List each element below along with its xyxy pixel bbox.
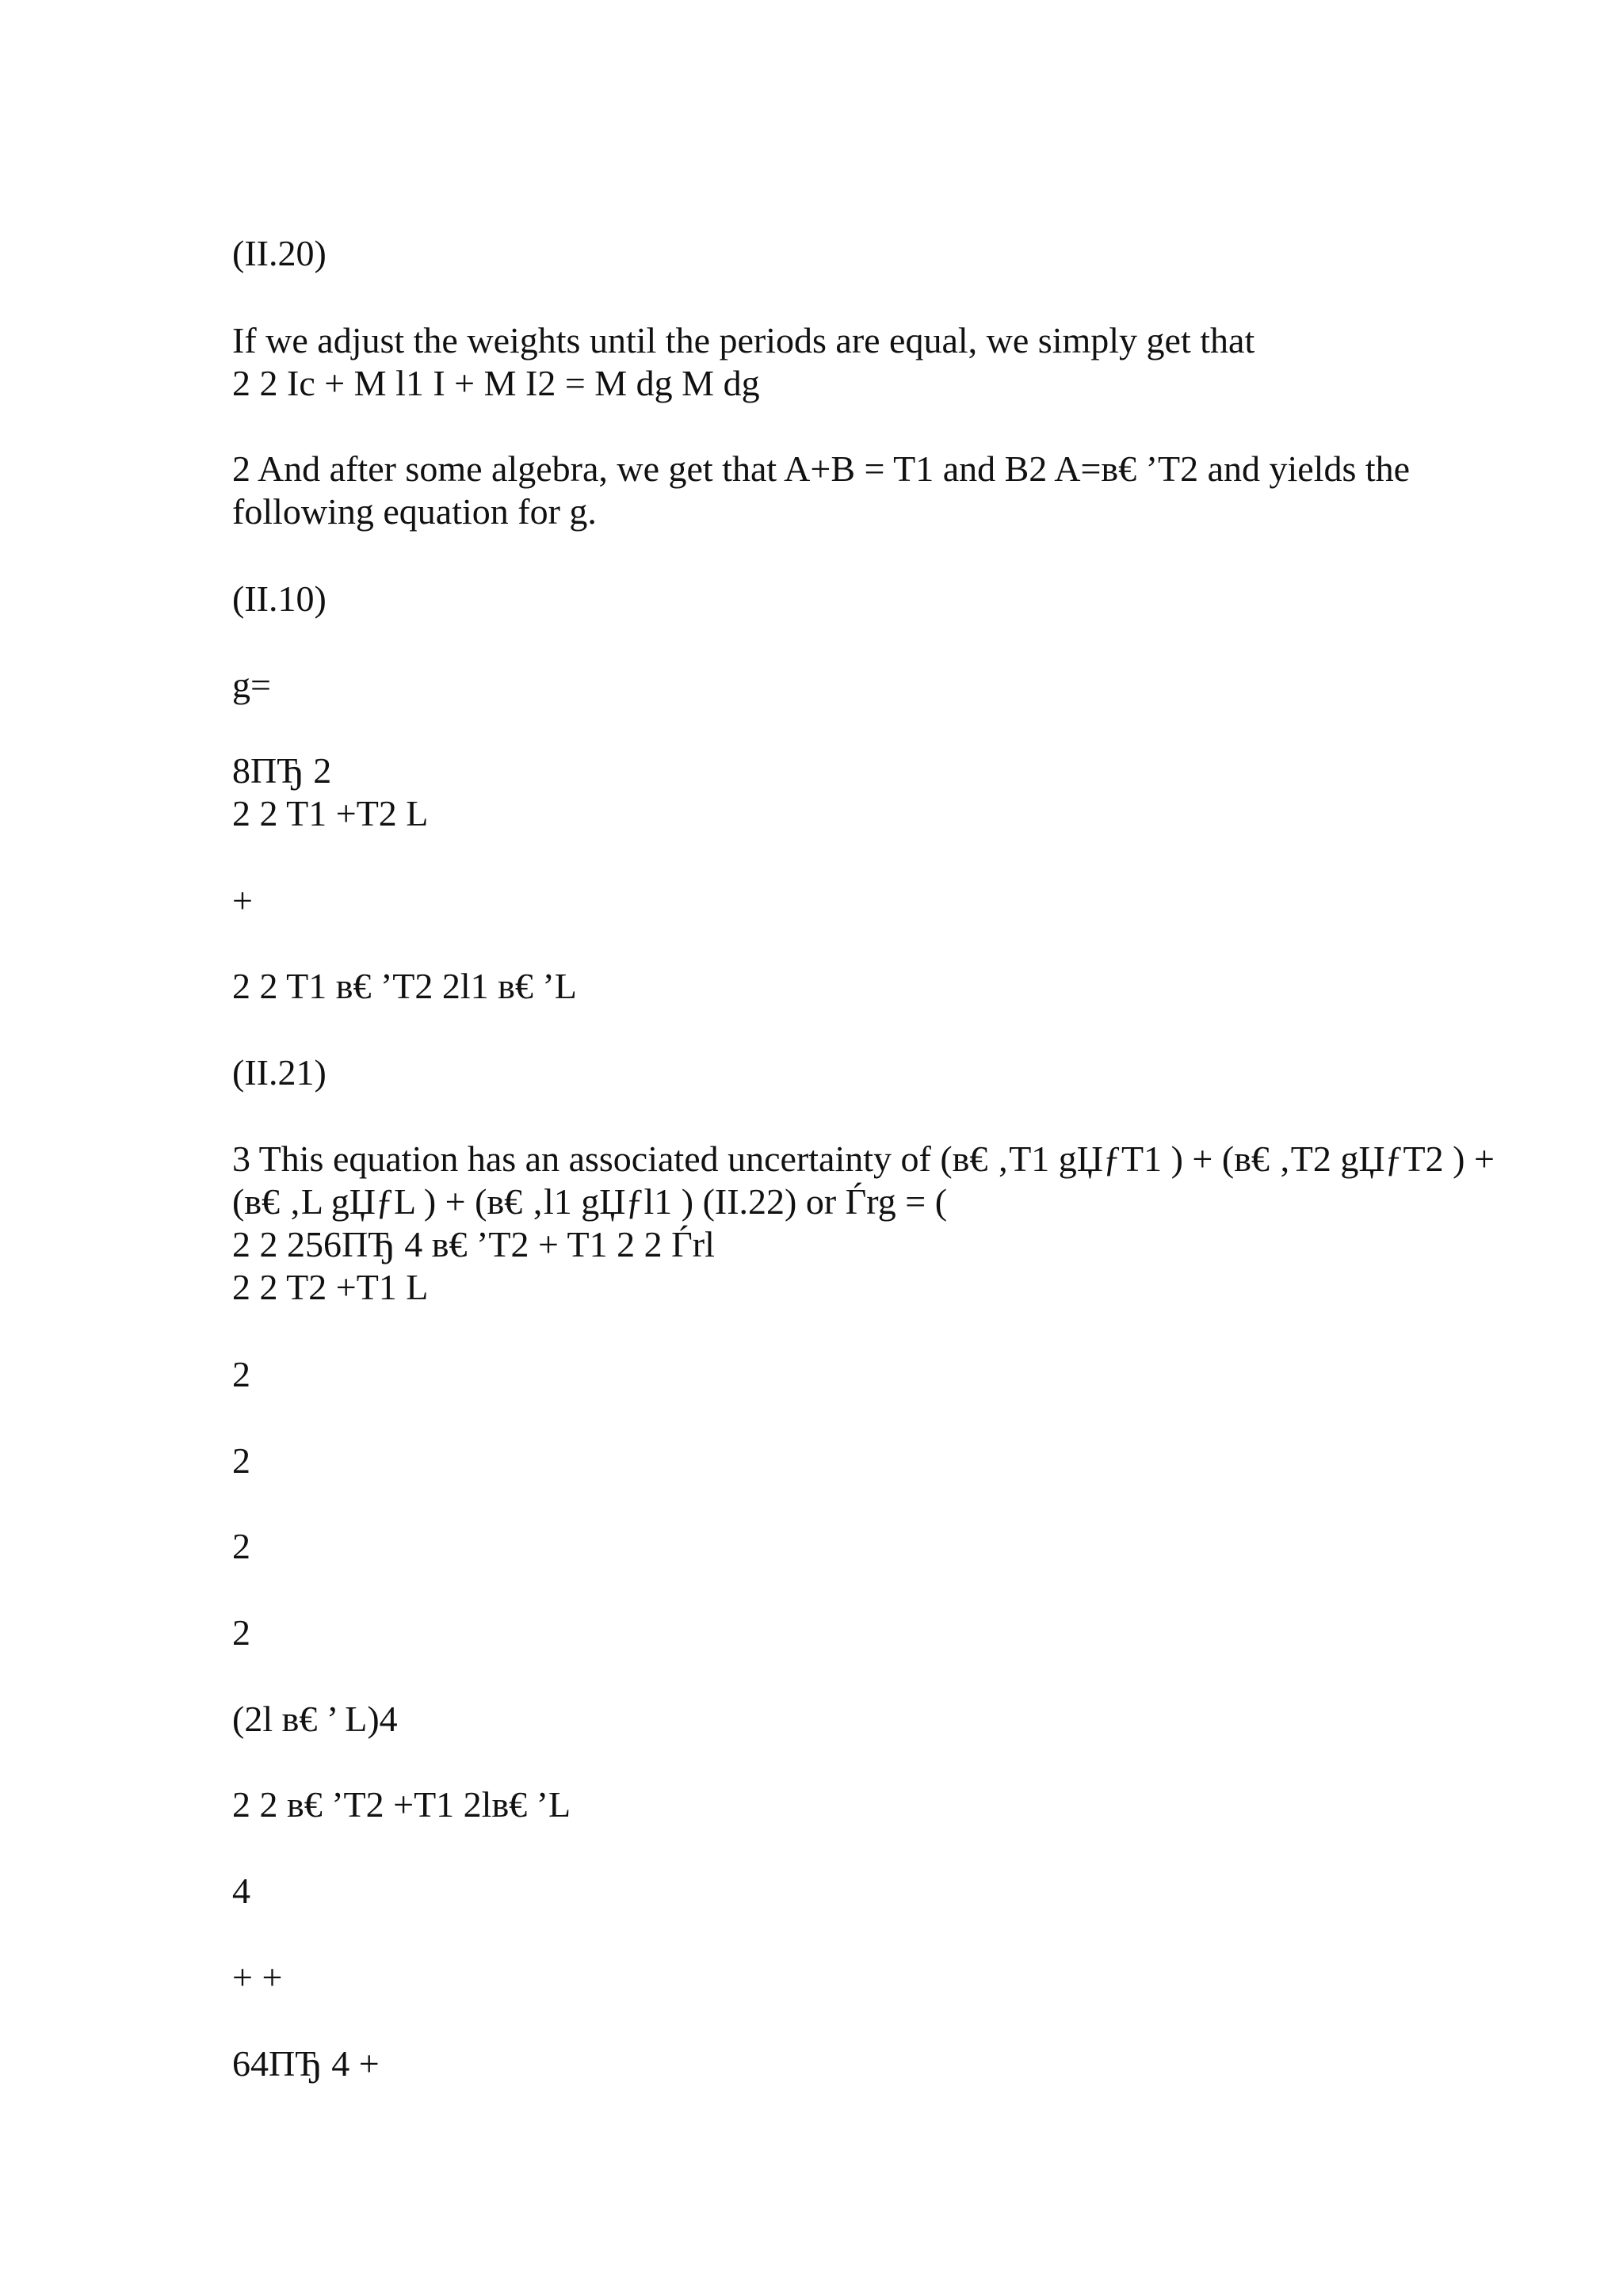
equation-line: 2 2 T2 +T1 L xyxy=(232,1267,429,1307)
text-line: 2 And after some algebra, we get that A+B = T1 and B2 A=в€ ’T2 and yields the xyxy=(232,448,1411,489)
equation-line: + + xyxy=(232,1957,283,1997)
equation-line: (2l в€ ’ L)4 xyxy=(232,1699,398,1739)
equation-line: 2 2 T1 +T2 L xyxy=(232,793,429,833)
equation-line: 8ПЂ 2 xyxy=(232,750,332,791)
equation-line: 2 xyxy=(232,1354,250,1394)
equation-label: (II.10) xyxy=(232,578,327,619)
text-line: 3 This equation has an associated uncertainty of (в€ ‚T1 gЏƒT1 ) + (в€ ‚T2 gЏƒT2 ) + xyxy=(232,1138,1495,1179)
equation-line: 2 2 в€ ’T2 +T1 2lв€ ’L xyxy=(232,1784,571,1825)
equation-label: (II.21) xyxy=(232,1052,327,1093)
equation-line: g= xyxy=(232,665,271,705)
equation-line: 2 xyxy=(232,1440,250,1481)
equation-line: 2 xyxy=(232,1526,250,1566)
equation-line: 2 xyxy=(232,1612,250,1653)
text-line: (в€ ‚L gЏƒL ) + (в€ ‚l1 gЏƒl1 ) (II.22) or Ѓrg = ( xyxy=(232,1181,948,1222)
text-line: If we adjust the weights until the periods are equal, we simply get that xyxy=(232,320,1255,360)
equation-line: 2 2 Ic + M l1 I + M I2 = M dg M dg xyxy=(232,363,760,403)
equation-label: (II.20) xyxy=(232,233,327,273)
equation-line: 64ПЂ 4 + xyxy=(232,2043,380,2084)
equation-line: 2 2 T1 в€ ’T2 2l1 в€ ’L xyxy=(232,966,577,1006)
equation-line: 2 2 256ПЂ 4 в€ ’T2 + T1 2 2 Ѓrl xyxy=(232,1224,715,1264)
equation-line: 4 xyxy=(232,1871,250,1911)
text-line: following equation for g. xyxy=(232,491,597,532)
equation-line: + xyxy=(232,880,253,921)
